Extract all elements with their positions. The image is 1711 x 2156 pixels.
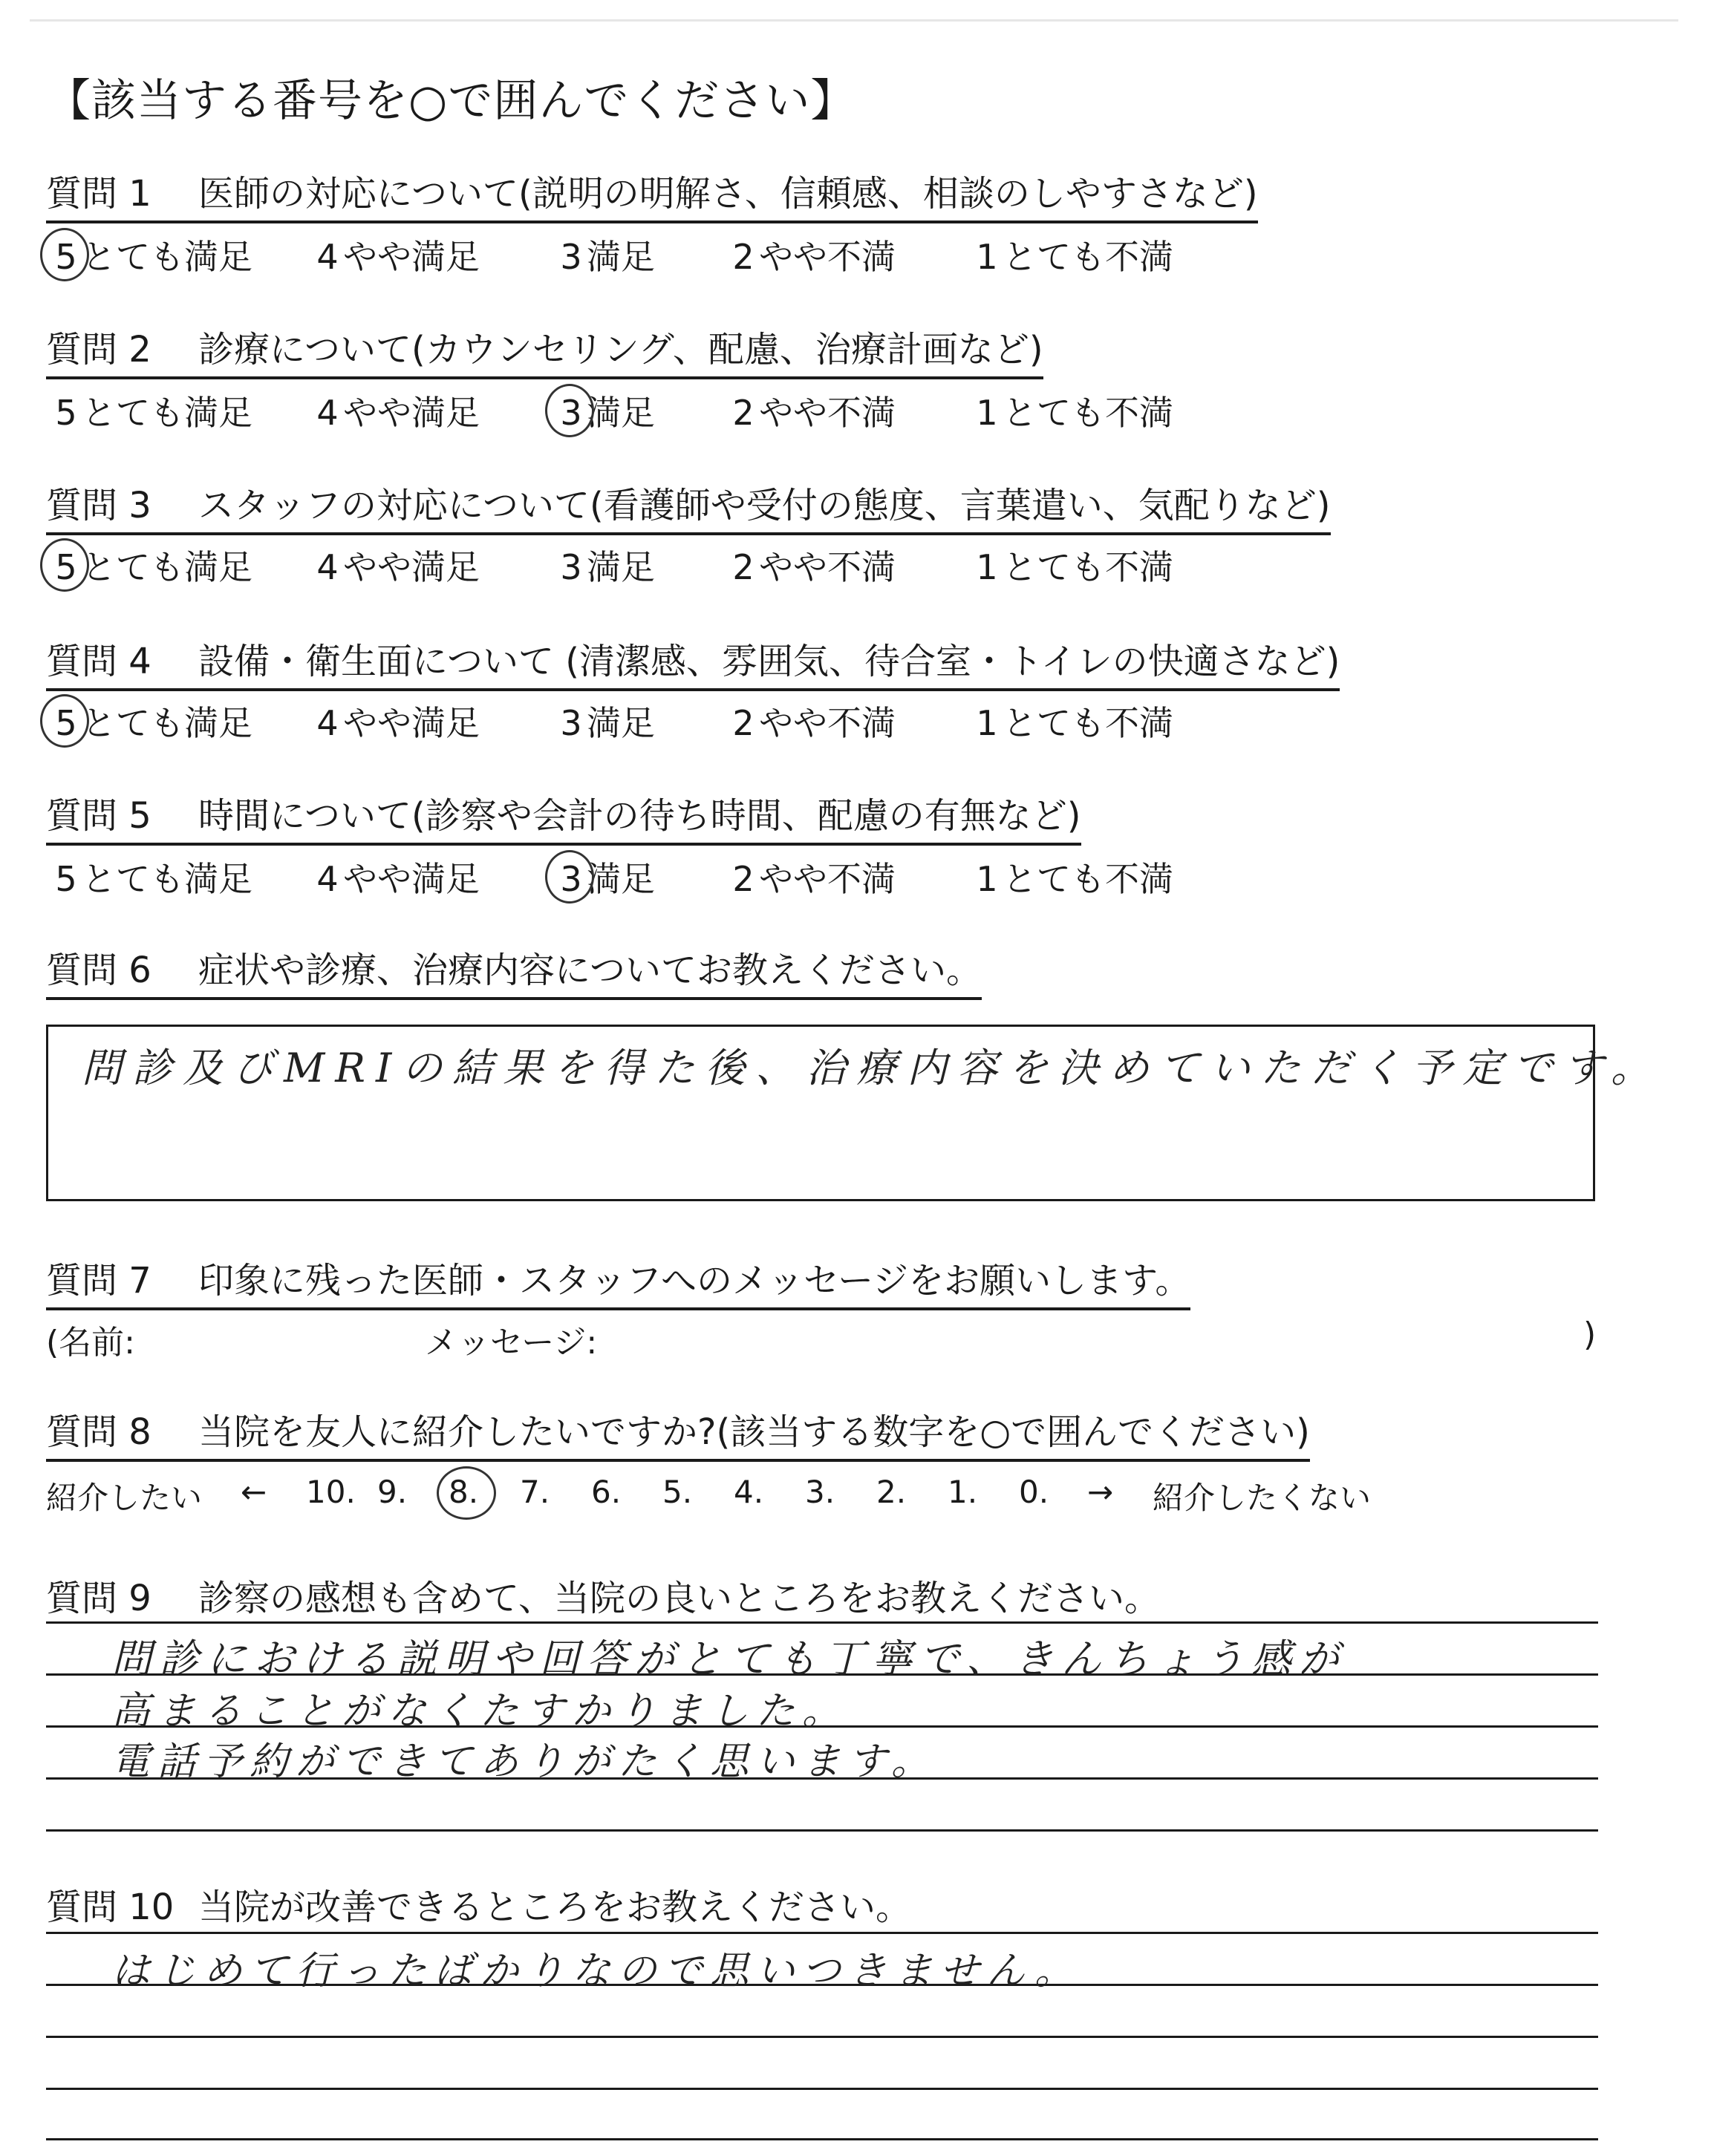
q3-option-1[interactable] <box>971 540 1173 589</box>
option-label: やや満足 <box>343 703 480 743</box>
question-7-number: 質問 7 <box>46 1260 151 1301</box>
question-3-title <box>46 477 1331 535</box>
question-3-number: 質問 3 <box>46 485 151 526</box>
right-arrow-icon: → <box>1087 1474 1114 1510</box>
top-border <box>30 19 1678 22</box>
option-number: 3 <box>555 393 587 433</box>
option-label: 満足 <box>587 703 655 743</box>
question-10-number: 質問 10 <box>46 1886 175 1928</box>
option-number: 4 <box>316 393 339 433</box>
answer-line <box>46 2036 1598 2038</box>
option-number: 5 <box>50 237 82 277</box>
q1-option-4[interactable] <box>312 230 480 279</box>
question-2-title <box>46 321 1043 379</box>
option-number: 4 <box>316 703 339 743</box>
question-5-title <box>46 787 1081 846</box>
message-close-paren: ) <box>1583 1316 1597 1353</box>
option-label: 満足 <box>587 393 655 433</box>
answer-line <box>46 1829 1598 1832</box>
question-4-title <box>46 633 1340 691</box>
answer-line <box>46 1932 1598 1934</box>
q4-option-3[interactable] <box>555 696 655 745</box>
question-7-text: 印象に残った医師・スタッフへのメッセージをお願いします。 <box>198 1260 1191 1301</box>
scale-value-10[interactable]: 10. <box>306 1474 356 1510</box>
name-label: (名前: <box>46 1324 135 1362</box>
option-number: 2 <box>732 547 755 587</box>
scale-value-9[interactable]: 9. <box>377 1474 408 1510</box>
q2-option-4[interactable] <box>312 386 480 435</box>
option-label: やや満足 <box>343 393 480 433</box>
option-number: 1 <box>976 237 998 277</box>
scale-value-8[interactable]: 8. <box>449 1474 479 1510</box>
q5-option-4[interactable] <box>312 852 480 901</box>
q2-option-2[interactable] <box>728 386 896 435</box>
question-3-text: スタッフの対応について(看護師や受付の態度、言葉遣い、気配りなど) <box>198 485 1331 526</box>
option-number: 3 <box>560 547 582 587</box>
q3-option-3[interactable] <box>555 540 655 589</box>
option-number: 1 <box>976 703 998 743</box>
question-10-title <box>46 1878 911 1934</box>
q4-option-1[interactable] <box>971 696 1173 745</box>
option-number: 3 <box>560 703 582 743</box>
option-label: とても満足 <box>82 393 252 433</box>
option-label: とても不満 <box>1003 547 1173 587</box>
recommend-left-label: 紹介したい <box>46 1480 203 1516</box>
question-9-answer-line-3: 電話予約ができてありがたく思います。 <box>111 1740 937 1784</box>
q2-option-1[interactable] <box>971 386 1173 435</box>
question-1-title <box>46 165 1258 223</box>
q4-option-4[interactable] <box>312 696 480 745</box>
option-number: 5 <box>55 393 77 433</box>
q3-option-5[interactable] <box>50 540 252 589</box>
option-label: やや不満 <box>759 237 896 277</box>
q5-option-5[interactable] <box>50 852 252 901</box>
scale-value-7[interactable]: 7. <box>520 1474 550 1510</box>
q5-option-2[interactable] <box>728 852 896 901</box>
answer-line <box>46 1621 1598 1624</box>
question-10-answer: はじめて行ったばかりなので思いつきません。 <box>111 1949 1081 1993</box>
option-label: とても満足 <box>82 547 252 587</box>
question-8-title <box>46 1403 1310 1462</box>
scale-value-0[interactable]: 0. <box>1019 1474 1049 1510</box>
question-5-number: 質問 5 <box>46 795 151 837</box>
option-number: 2 <box>732 859 755 899</box>
option-number: 2 <box>732 237 755 277</box>
scale-value-3[interactable]: 3. <box>805 1474 835 1510</box>
question-5-text: 時間について(診察や会計の待ち時間、配慮の有無など) <box>198 795 1081 837</box>
scale-value-5[interactable]: 5. <box>662 1474 693 1510</box>
question-4-number: 質問 4 <box>46 641 151 682</box>
scale-value-2[interactable]: 2. <box>876 1474 907 1510</box>
option-label: とても満足 <box>82 237 252 277</box>
question-9-number: 質問 9 <box>46 1578 151 1619</box>
question-9-title <box>46 1569 1160 1625</box>
question-1-number: 質問 1 <box>46 173 151 215</box>
q4-option-5[interactable] <box>50 696 252 745</box>
option-number: 2 <box>732 703 755 743</box>
option-number: 5 <box>50 547 82 587</box>
q5-option-1[interactable] <box>971 852 1173 901</box>
q5-option-3[interactable] <box>555 852 655 901</box>
option-number: 3 <box>560 237 582 277</box>
option-label: 満足 <box>587 547 655 587</box>
question-6-number: 質問 6 <box>46 950 151 991</box>
option-label: やや不満 <box>759 859 896 899</box>
option-number: 5 <box>55 859 77 899</box>
question-1-text: 医師の対応について(説明の明解さ、信頼感、相談のしやすさなど) <box>198 173 1258 215</box>
option-number: 4 <box>316 547 339 587</box>
q1-option-2[interactable] <box>728 230 896 279</box>
q1-option-1[interactable] <box>971 230 1173 279</box>
question-9-answer-line-2: 高まることがなくたすかりました。 <box>111 1689 849 1734</box>
q2-option-3[interactable] <box>555 386 655 435</box>
option-label: とても満足 <box>82 703 252 743</box>
question-6-title <box>46 941 982 1000</box>
q2-option-5[interactable] <box>50 386 252 435</box>
recommend-right-label: 紹介したくない <box>1153 1480 1372 1516</box>
option-label: やや不満 <box>759 547 896 587</box>
option-label: 満足 <box>587 237 655 277</box>
option-number: 1 <box>976 859 998 899</box>
question-6-text: 症状や診療、治療内容についてお教えください。 <box>198 950 982 991</box>
left-arrow-icon: ← <box>241 1474 267 1510</box>
option-label: やや不満 <box>759 393 896 433</box>
q4-option-2[interactable] <box>728 696 896 745</box>
option-number: 4 <box>316 859 339 899</box>
option-label: やや満足 <box>343 859 480 899</box>
option-number: 2 <box>732 393 755 433</box>
option-number: 1 <box>976 393 998 433</box>
answer-line <box>46 2088 1598 2090</box>
question-1-options <box>50 230 1313 275</box>
message-label: メッセージ: <box>425 1324 598 1362</box>
option-label: やや満足 <box>343 547 480 587</box>
question-4-text: 設備・衛生面について (清潔感、雰囲気、待合室・トイレの快適さなど) <box>198 641 1340 682</box>
option-label: やや不満 <box>759 703 896 743</box>
q3-option-4[interactable] <box>312 540 480 589</box>
question-9-answer-line-1: 問診における説明や回答がとても丁寧で、きんちょう感が <box>111 1636 1346 1682</box>
option-label: やや満足 <box>343 237 480 277</box>
scale-value-6[interactable]: 6. <box>591 1474 622 1510</box>
question-5-options <box>50 852 1313 897</box>
question-2-number: 質問 2 <box>46 329 151 370</box>
question-2-options <box>50 386 1313 431</box>
q3-option-2[interactable] <box>728 540 896 589</box>
page-heading: 【該当する番号を○で囲んでください】 <box>46 75 856 127</box>
question-2-text: 診療について(カウンセリング、配慮、治療計画など) <box>198 329 1043 370</box>
option-number: 3 <box>555 859 587 899</box>
option-label: とても不満 <box>1003 237 1173 277</box>
recommend-scale <box>46 1474 1383 1518</box>
question-9-text: 診察の感想も含めて、当院の良いところをお教えください。 <box>198 1578 1161 1619</box>
option-number: 4 <box>316 237 339 277</box>
question-6-answer: 問診及びMRIの結果を得た後、治療内容を決めていただく予定です。 <box>82 1045 1661 1091</box>
option-label: とても不満 <box>1003 859 1173 899</box>
question-7-title <box>46 1252 1190 1310</box>
question-8-text: 当院を友人に紹介したいですか?(該当する数字を○で囲んでください) <box>198 1411 1310 1453</box>
answer-line <box>46 2138 1598 2140</box>
question-8-number: 質問 8 <box>46 1411 151 1453</box>
option-label: とても満足 <box>82 859 252 899</box>
question-10-text: 当院が改善できるところをお教えください。 <box>198 1886 912 1928</box>
option-number: 1 <box>976 547 998 587</box>
scale-value-4[interactable]: 4. <box>734 1474 764 1510</box>
q1-option-3[interactable] <box>555 230 655 279</box>
option-label: 満足 <box>587 859 655 899</box>
question-3-options <box>50 540 1313 585</box>
option-label: とても不満 <box>1003 703 1173 743</box>
q1-option-5[interactable] <box>50 230 252 279</box>
option-label: とても不満 <box>1003 393 1173 433</box>
question-4-options <box>50 696 1313 741</box>
scale-value-1[interactable]: 1. <box>948 1474 978 1510</box>
option-number: 5 <box>50 703 82 743</box>
